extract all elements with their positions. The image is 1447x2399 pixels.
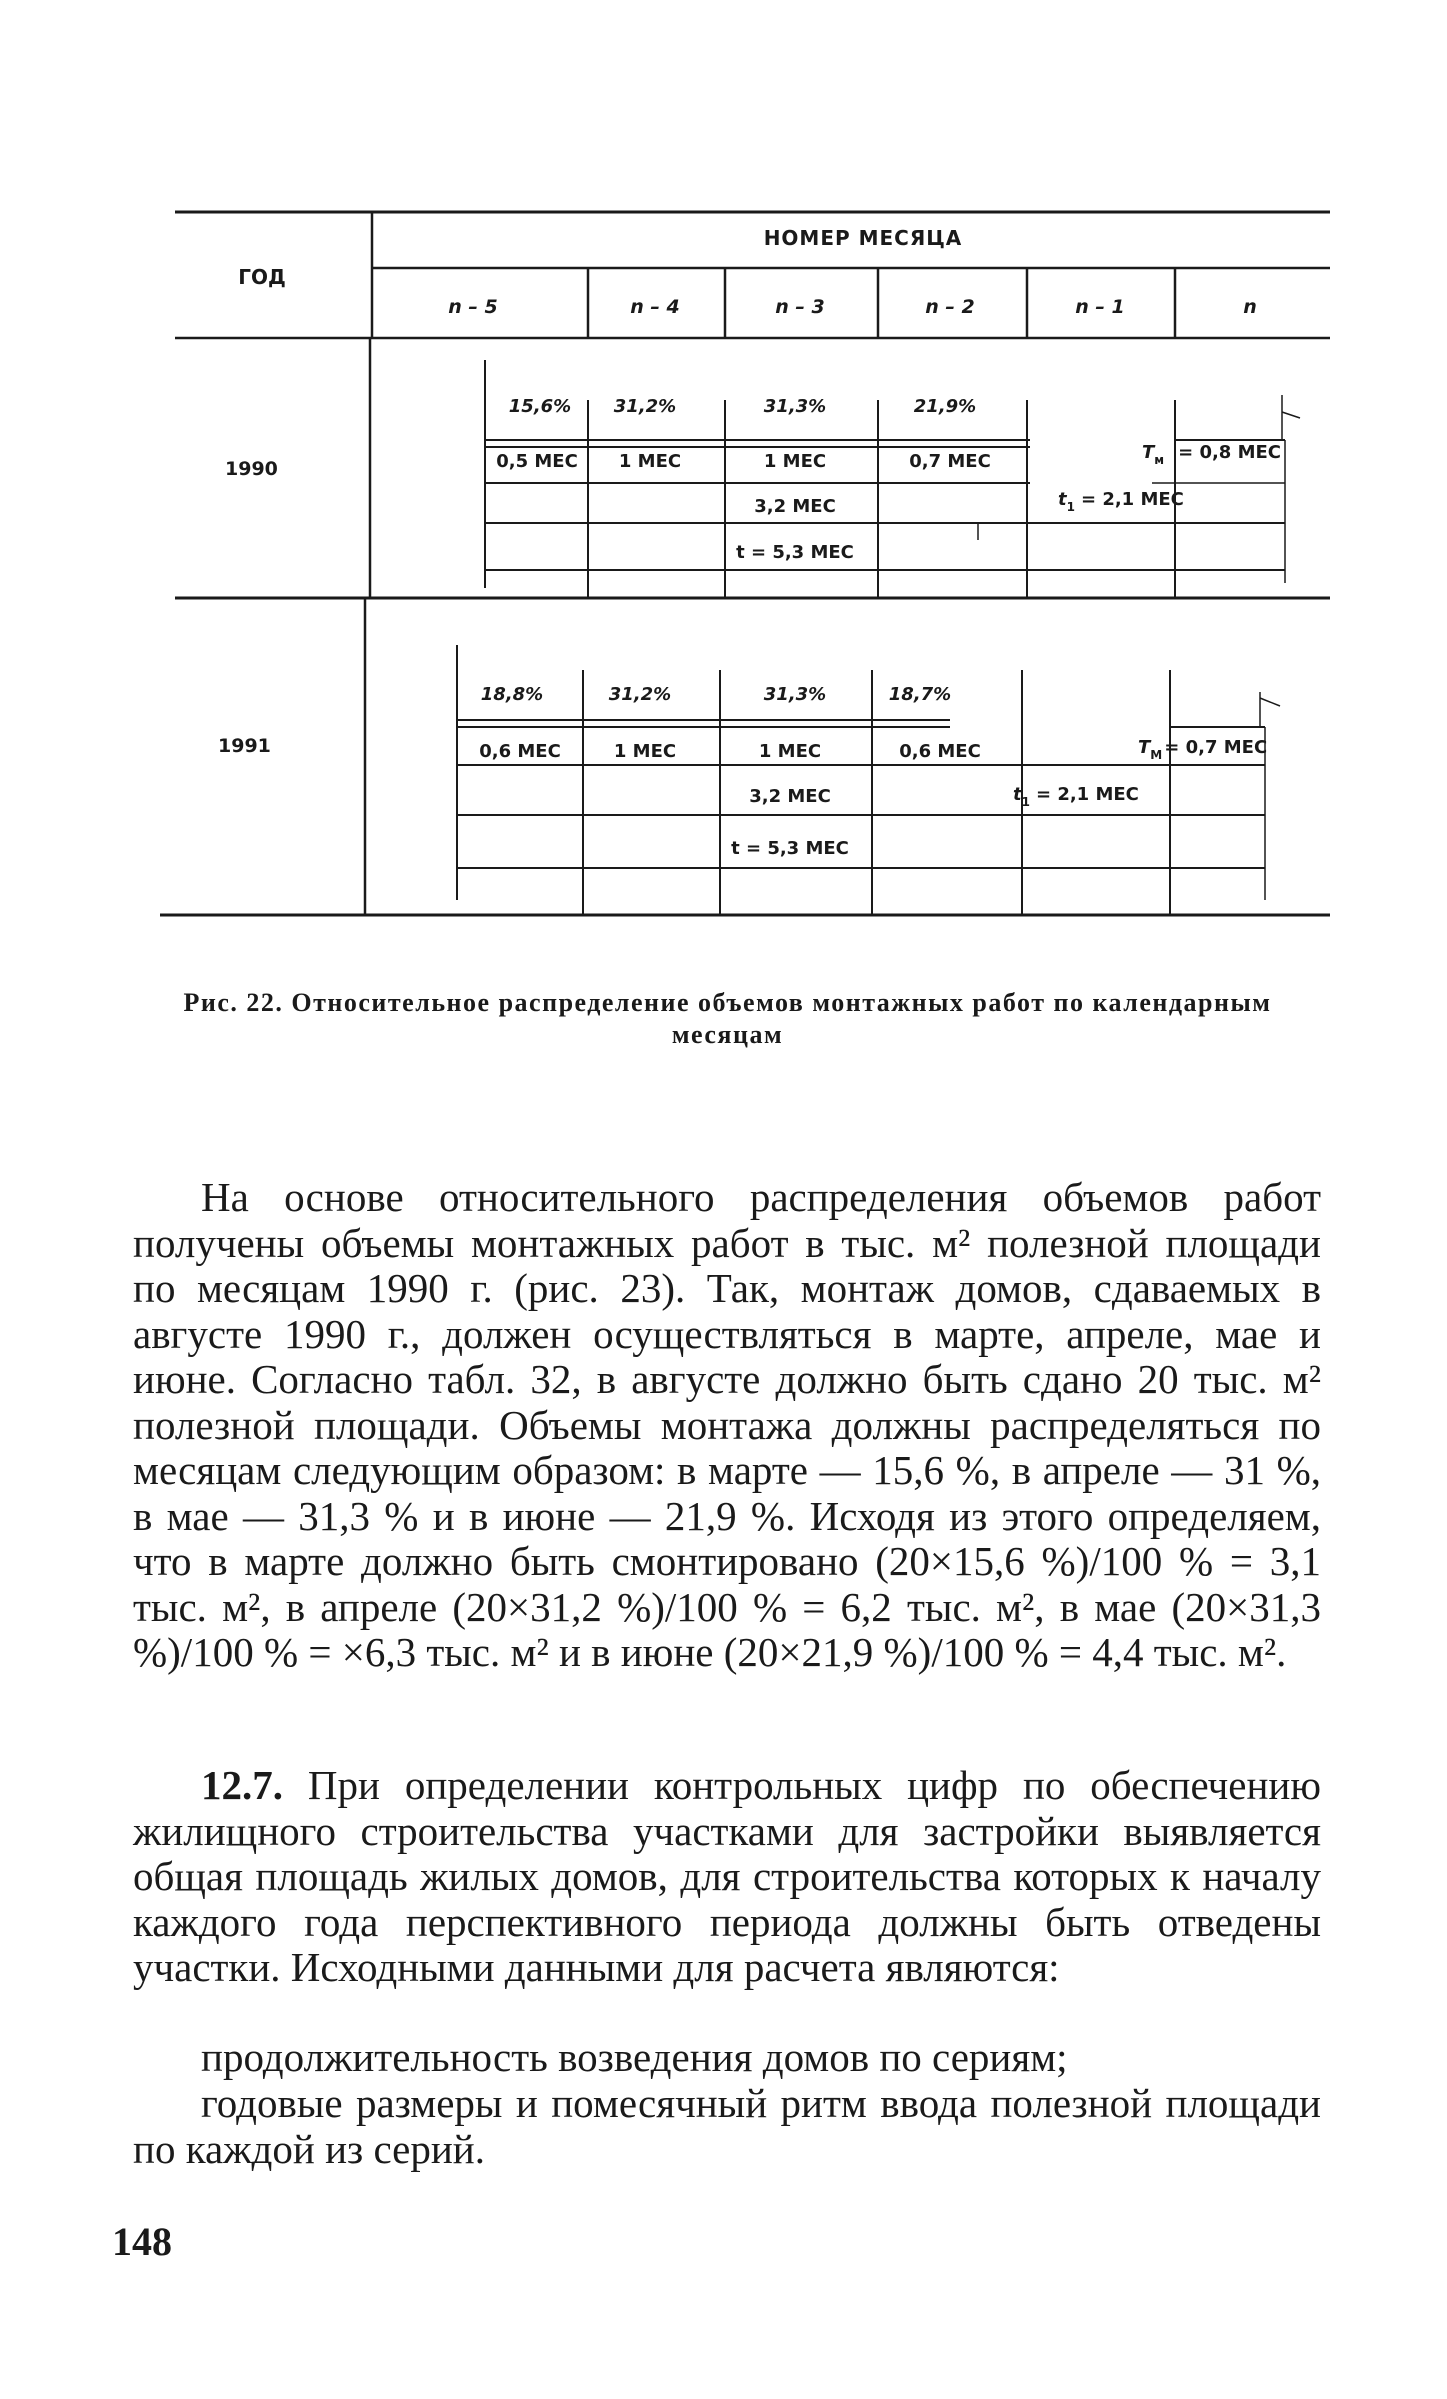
tm-sub: М bbox=[1150, 748, 1163, 762]
row-year: 1991 bbox=[218, 735, 271, 757]
section-text: При определении контрольных цифр по обеспечению жилищного строительства участками для застройки выявляется общая площадь жилых домов, для строительства которых к началу каждого года перспективного периода должны быть отведены участки. Исходными данными для расчета являются: bbox=[133, 1762, 1321, 1990]
month-label: n – 1 bbox=[1075, 296, 1125, 318]
allocation-figure bbox=[0, 0, 1447, 980]
percent-label: 31,3% bbox=[763, 396, 827, 417]
percent-label: 31,2% bbox=[613, 396, 677, 417]
duration-label: 1 МЕС bbox=[613, 741, 677, 762]
header-year: ГОД bbox=[238, 265, 286, 289]
tm-value: = 0,8 МЕС bbox=[1178, 442, 1282, 463]
tm-label bbox=[1138, 737, 1267, 762]
duration-label: 0,7 МЕС bbox=[909, 451, 991, 472]
month-label: n – 5 bbox=[448, 296, 498, 318]
t1-prefix: t bbox=[1013, 784, 1022, 805]
total-duration-label: t = 5,3 МЕС bbox=[736, 542, 854, 563]
tm-label bbox=[1142, 442, 1281, 467]
duration-label: 1 МЕС bbox=[763, 451, 827, 472]
tm-prefix: T bbox=[1142, 442, 1155, 463]
span-label: 3,2 МЕС bbox=[754, 496, 836, 517]
figure-caption bbox=[135, 987, 1320, 1051]
paragraph-3: продолжительность возведения домов по сериям; bbox=[201, 2034, 1068, 2080]
percent-label: 15,6% bbox=[508, 396, 572, 417]
percent-label: 31,2% bbox=[608, 684, 672, 705]
total-duration-label: t = 5,3 МЕС bbox=[731, 838, 849, 859]
span-label: 3,2 МЕС bbox=[749, 786, 831, 807]
percent-label: 18,7% bbox=[888, 684, 952, 705]
paragraph-1: На основе относительного распределения объемов работ получены объемы монтажных работ в тыс. м² полезной площади по месяцам 1990 г. (рис. 23). Так, монтаж домов, сдаваемых в августе 1990 г., должен осуществляться в марте, апреле, мае и июне. Согласно табл. 32, в августе должно быть сдано 20 тыс. м² полезной площади. Объемы монтажа должны распределяться по месяцам следующим образом: в марте — 15,6 %, в апреле — 31 %, в мае — 31,3 % и в июне — 21,9 %. Исходя из этого определяем, что в марте должно быть смонтировано (20×15,6 %)/100 % = 3,1 тыс. м², в апреле (20×31,2 %)/100 % = 6,2 тыс. м², в мае (20×31,3 %)/100 % = ×6,3 тыс. м² и в июне (20×21,9 %)/100 % = 4,4 тыс. м². bbox=[133, 1174, 1321, 1675]
header-month: НОМЕР МЕСЯЦА bbox=[763, 226, 963, 250]
tm-sub: м bbox=[1154, 453, 1165, 467]
duration-label: 1 МЕС bbox=[758, 741, 822, 762]
paragraph-2 bbox=[133, 1763, 1321, 1991]
month-label: n – 3 bbox=[775, 296, 825, 318]
percent-label: 31,3% bbox=[763, 684, 827, 705]
tm-value: = 0,7 МЕС bbox=[1164, 737, 1268, 758]
duration-label: 0,5 МЕС bbox=[496, 451, 578, 472]
row-year: 1990 bbox=[225, 458, 278, 480]
duration-label: 0,6 МЕС bbox=[899, 741, 981, 762]
percent-label: 21,9% bbox=[913, 396, 977, 417]
t1-sub: 1 bbox=[1066, 500, 1075, 514]
tm-prefix: T bbox=[1138, 737, 1151, 758]
paragraph-4: годовые размеры и помесячный ритм ввода полезной площади по каждой из серий. bbox=[133, 2080, 1321, 2172]
t1-label bbox=[1058, 489, 1184, 514]
t1-sub: 1 bbox=[1021, 795, 1030, 809]
caption-text: Рис. 22. Относительное распределение объемов монтажных работ по календарным месяцам bbox=[183, 988, 1272, 1049]
month-label: n – 4 bbox=[630, 296, 680, 318]
t1-value: = 2,1 МЕС bbox=[1080, 489, 1184, 510]
page-number: 148 bbox=[112, 2219, 172, 2264]
section-number: 12.7. bbox=[201, 1762, 283, 1808]
duration-label: 0,6 МЕС bbox=[479, 741, 561, 762]
t1-label bbox=[1013, 784, 1139, 809]
duration-label: 1 МЕС bbox=[618, 451, 682, 472]
t1-prefix: t bbox=[1058, 489, 1067, 510]
percent-label: 18,8% bbox=[480, 684, 544, 705]
t1-value: = 2,1 МЕС bbox=[1035, 784, 1139, 805]
month-label: n – 2 bbox=[925, 296, 975, 318]
month-label: n bbox=[1243, 296, 1257, 318]
